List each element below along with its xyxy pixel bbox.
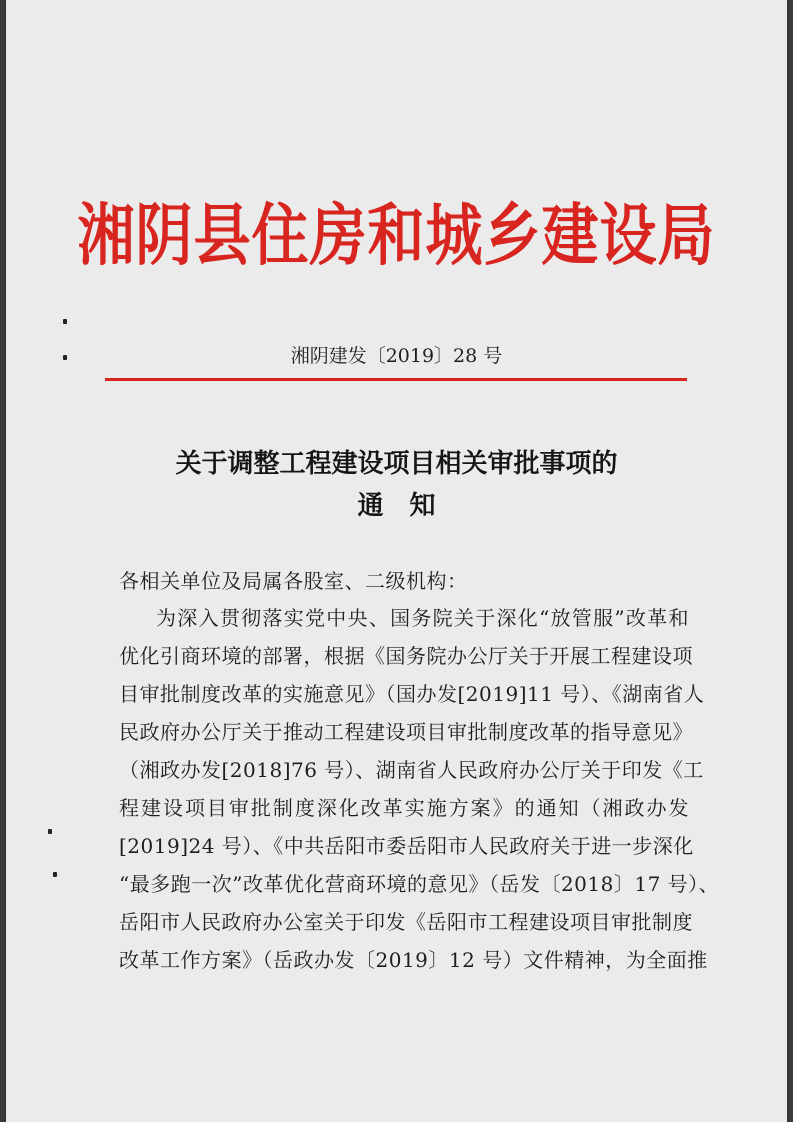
body-line: [2019]24 号）、《中共岳阳市委岳阳市人民政府关于进一步深化 — [119, 834, 694, 858]
binding-hole-mark — [53, 872, 57, 877]
body-line: 优化引商环境的部署，根据《国务院办公厅关于开展工程建设项 — [119, 644, 693, 668]
document-number: 湘阴建发〔2019〕28 号 — [290, 345, 503, 367]
notice-title-line1: 关于调整工程建设项目相关审批事项的 — [175, 449, 618, 479]
notice-title-line2: 通 知 — [357, 491, 436, 521]
body-line: “最多跑一次”改革优化营商环境的意见》（岳发〔2018〕17 号）、 — [119, 872, 720, 896]
body-line: 为深入贯彻落实党中央、国务院关于深化“放管服”改革和 — [156, 606, 689, 630]
red-divider-line — [105, 378, 687, 381]
binding-hole-mark — [63, 319, 67, 324]
salutation: 各相关单位及局属各股室、二级机构： — [119, 569, 468, 593]
body-line: 民政府办公厅关于推动工程建设项目审批制度改革的指导意见》 — [119, 720, 693, 744]
body-line: 岳阳市人民政府办公室关于印发《岳阳市工程建设项目审批制度 — [119, 910, 693, 934]
binding-hole-mark — [48, 829, 52, 834]
body-line: 程建设项目审批制度深化改革实施方案》的通知（湘政办发 — [119, 796, 689, 820]
agency-masthead: 湘阴县住房和城乡建设局 — [77, 196, 716, 276]
body-line: （湘政办发[2018]76 号）、湖南省人民政府办公厅关于印发《工 — [119, 758, 704, 782]
body-line: 目审批制度改革的实施意见》（国办发[2019]11 号）、《湖南省人 — [119, 682, 705, 706]
document-page — [6, 0, 787, 1122]
body-line: 改革工作方案》（岳政办发〔2019〕12 号）文件精神，为全面推 — [119, 948, 708, 972]
